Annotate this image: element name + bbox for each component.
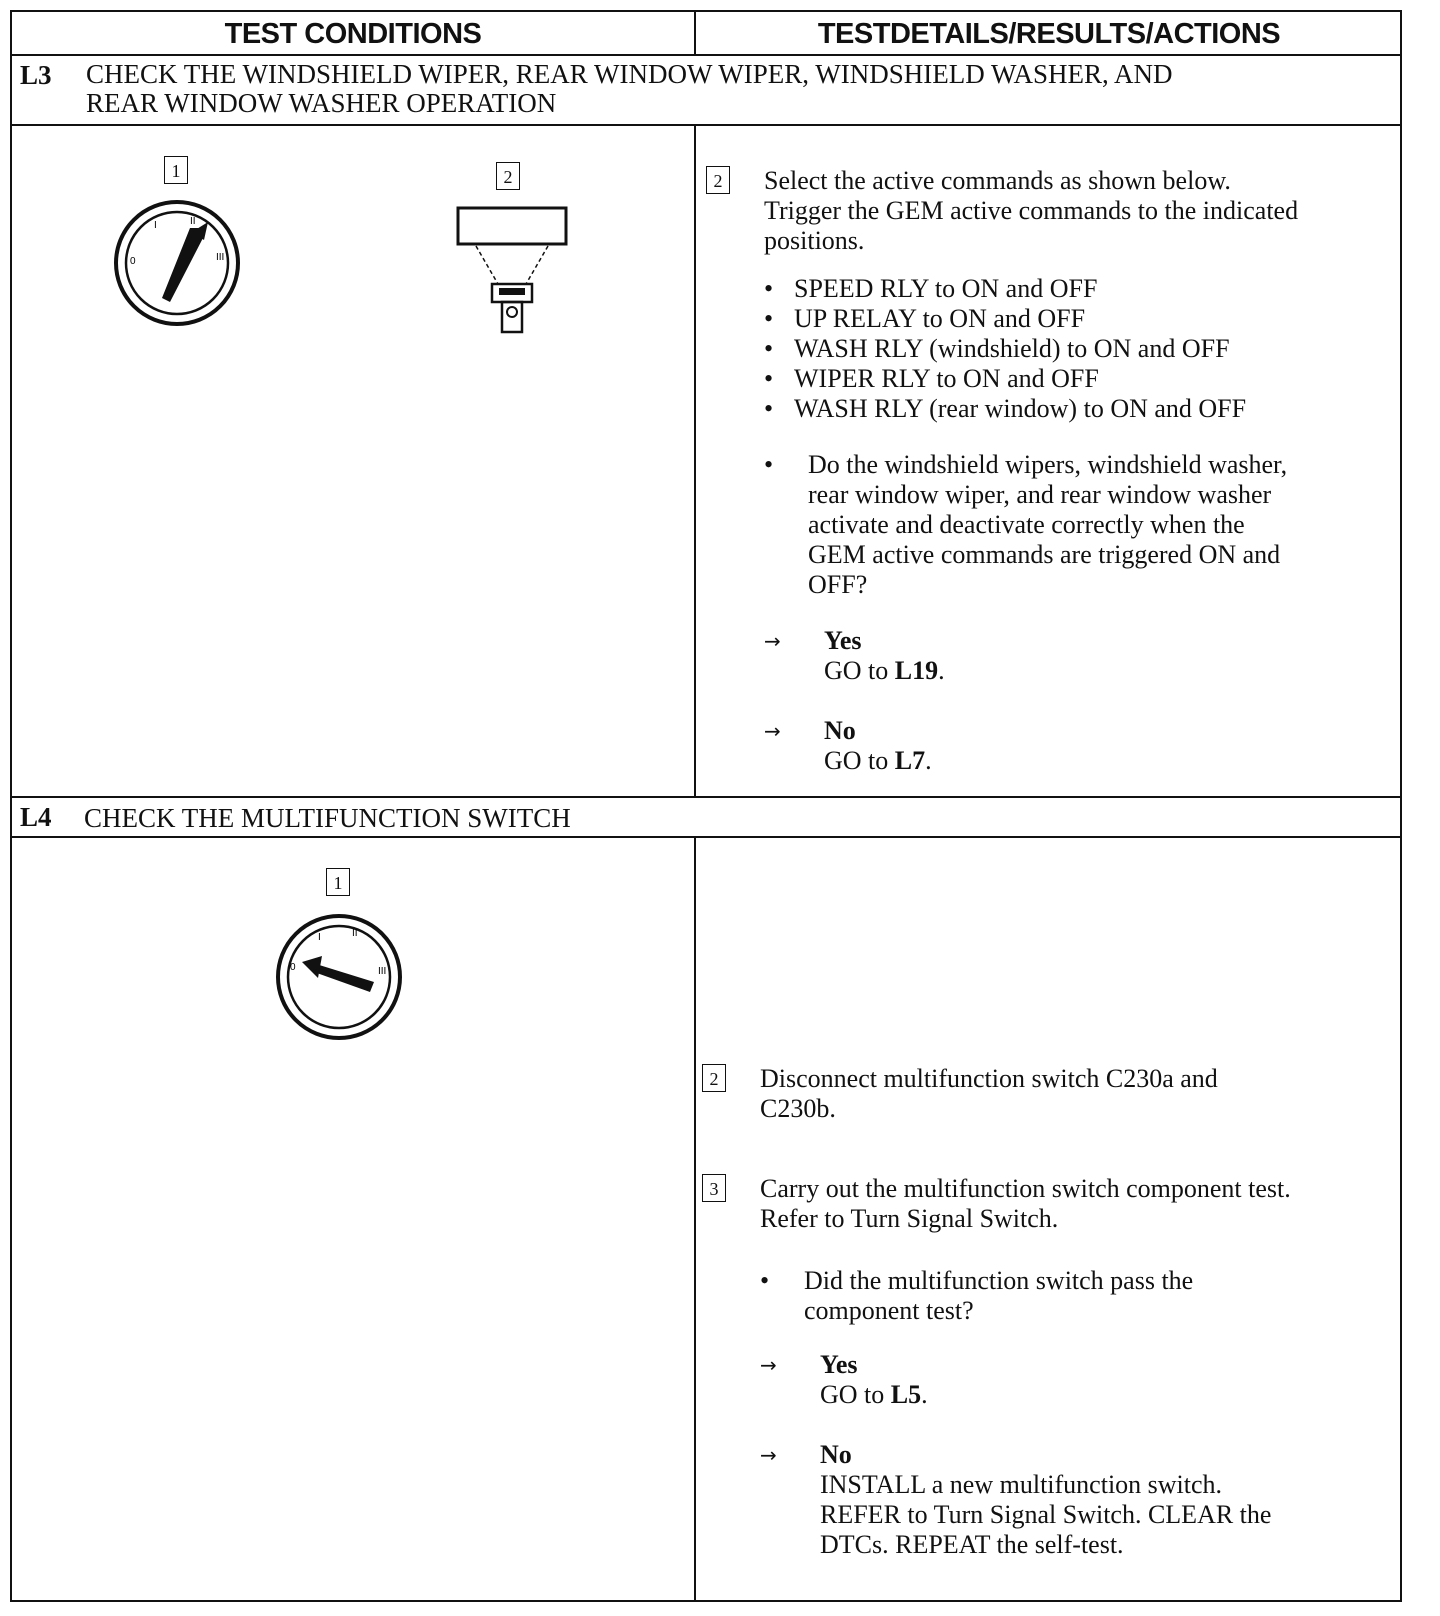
step-number-box: 2 [706,166,730,194]
l4-question [760,1266,1380,1330]
list-item: • UP RELAY to ON and OFF [762,304,1392,334]
ignition-switch-icon [112,198,242,328]
l3-answer-no [764,716,1364,776]
arrow-right-icon: → [764,629,781,653]
section-title-l3-line2: REAR WINDOW WASHER OPERATION [86,88,557,118]
question-line1: Did the multifunction switch pass the [804,1266,1194,1295]
answer-action [820,1470,1271,1560]
scan-tool-icon [452,204,572,344]
action-line2: REFER to Turn Signal Switch. CLEAR the [820,1500,1272,1529]
divider-l4-title-top [12,796,1400,798]
svg-text:0: 0 [130,256,136,267]
answer-label: Yes [820,1350,858,1379]
arrow-right-icon: → [764,719,781,743]
step-text-line2: Trigger the GEM active commands to the indicated [764,196,1299,225]
column-divider-l3 [694,124,696,798]
figure-number-box: 2 [496,162,520,190]
step-text-line3: positions. [764,226,865,255]
figure-number-box: 1 [326,868,350,896]
svg-text:I: I [154,220,157,231]
l3-command-list [762,274,1392,424]
divider-l4-title-bottom [12,836,1400,838]
action-suffix: . [938,656,945,685]
column-divider-header [694,12,696,56]
svg-text:I: I [318,932,321,943]
list-item: • WASH RLY (rear window) to ON and OFF [762,394,1392,424]
step-text-line2: Refer to Turn Signal Switch. [760,1204,1059,1233]
svg-text:II: II [352,928,358,939]
step-text [760,1174,1291,1234]
answer-action [820,1380,928,1410]
action-line1: INSTALL a new multifunction switch. [820,1470,1223,1499]
section-title-l3 [86,60,1172,118]
svg-text:III: III [216,252,225,263]
l3-answer-yes [764,626,1364,686]
question-line1: Do the windshield wipers, windshield washer, [808,450,1288,479]
step-text-line2: C230b. [760,1094,836,1123]
svg-text:II: II [190,216,196,227]
question-text [804,1266,1193,1326]
question-line2: component test? [804,1296,974,1325]
action-suffix: . [925,746,932,775]
step-number-box: 2 [702,1064,726,1092]
answer-action [824,746,932,776]
list-item: • WASH RLY (windshield) to ON and OFF [762,334,1392,364]
action-prefix: GO to [824,656,895,685]
section-title-l3-line1: CHECK THE WINDSHIELD WIPER, REAR WINDOW WIPER, WINDSHIELD WASHER, AND [86,59,1173,89]
question-line4: GEM active commands are triggered ON and [808,540,1281,569]
svg-text:0: 0 [290,962,296,973]
action-target: L7 [894,746,926,775]
answer-action [824,656,945,686]
l4-step-3 [702,1174,1392,1238]
svg-text:III: III [378,966,387,977]
question-text [808,450,1287,600]
section-title-l4: CHECK THE MULTIFUNCTION SWITCH [84,803,571,833]
question-line2: rear window wiper, and rear window washer [808,480,1272,509]
arrow-right-icon: → [760,1353,777,1377]
action-target: L19 [894,656,939,685]
action-prefix: GO to [824,746,895,775]
action-line3: DTCs. REPEAT the self-test. [820,1530,1124,1559]
step-text-line1: Select the active commands as shown below. [764,166,1231,195]
header-test-conditions: TEST CONDITIONS [224,17,482,50]
action-target: L5 [890,1380,922,1409]
l4-answer-no [760,1440,1390,1564]
step-text-line1: Carry out the multifunction switch component test. [760,1174,1291,1203]
header-test-details: TESTDETAILS/RESULTS/ACTIONS [817,17,1281,50]
step-number-box: 3 [702,1174,726,1202]
l3-question [764,450,1394,610]
column-divider-l4 [694,836,696,1602]
l4-step-2 [702,1064,1382,1128]
step-text [764,166,1298,256]
question-line3: activate and deactivate correctly when the [808,510,1245,539]
bullet: • [760,1266,770,1295]
action-prefix: GO to [820,1380,891,1409]
ignition-switch-icon [274,912,404,1042]
l3-step-2 [706,166,1386,266]
section-id-l4: L4 [20,802,52,832]
answer-label: Yes [824,626,862,655]
l4-answer-yes [760,1350,1360,1410]
answer-label: No [820,1440,852,1469]
figure-number-box: 1 [164,156,188,184]
divider-l3-title [12,124,1400,126]
section-id-l3: L3 [20,60,52,90]
bullet: • [764,450,774,479]
step-text [760,1064,1218,1124]
arrow-right-icon: → [760,1443,777,1467]
list-item: • WIPER RLY to ON and OFF [762,364,1392,394]
step-text-line1: Disconnect multifunction switch C230a and [760,1064,1218,1093]
divider-header [12,54,1400,56]
list-item: • SPEED RLY to ON and OFF [762,274,1392,304]
action-suffix: . [921,1380,928,1409]
answer-label: No [824,716,856,745]
question-line5: OFF? [808,570,868,599]
diagnostic-page [10,10,1402,1602]
